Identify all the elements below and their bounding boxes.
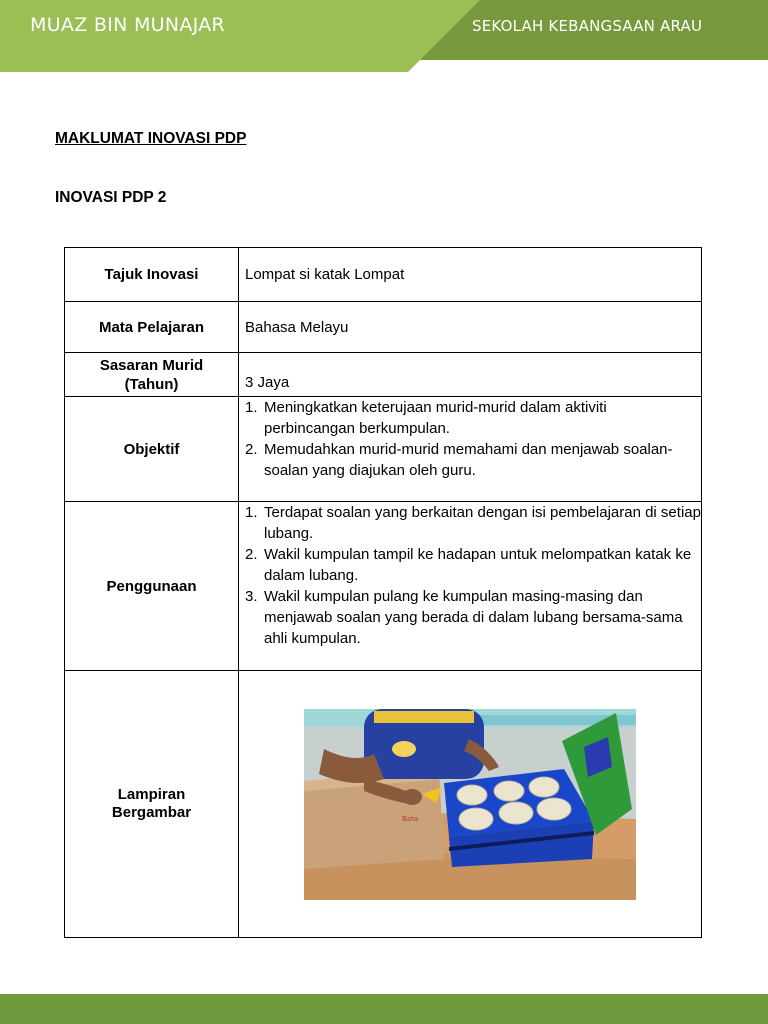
row-value-lampiran (239, 671, 702, 938)
table-row (65, 502, 702, 671)
table-row (65, 671, 702, 938)
svg-text:Bata: Bata (402, 814, 419, 823)
row-label-lampiran-line2: Bergambar (111, 804, 192, 821)
row-value-mata-pelajaran: Bahasa Melayu (239, 302, 702, 353)
table-row (65, 248, 702, 302)
row-value-penggunaan (239, 502, 702, 671)
penggunaan-list (245, 502, 701, 649)
innovation-info-table (64, 247, 702, 938)
document-subtitle: INOVASI PDP 2 (55, 189, 167, 206)
list-item: 1. Terdapat soalan yang berkaitan dengan isi pembelajaran di setiap lubang. (245, 504, 701, 542)
school-name: SEKOLAH KEBANGSAAN ARAU (472, 17, 703, 35)
list-item: 3. Wakil kumpulan pulang ke kumpulan masing-masing dan menjawab soalan yang berada di dalam lubang bersama-sama ahli kumpulan. (245, 588, 683, 647)
row-label-lampiran-line1: Lampiran (117, 786, 186, 803)
row-label-sasaran-line1: Sasaran Murid (99, 356, 204, 374)
row-value-tajuk: Lompat si katak Lompat (239, 248, 702, 302)
row-label-lampiran (65, 671, 239, 938)
list-item: 2. Wakil kumpulan tampil ke hadapan untuk melompatkan katak ke dalam lubang. (245, 546, 692, 584)
author-name: MUAZ BIN MUNAJAR (30, 14, 226, 36)
header-banner (0, 0, 768, 72)
list-item: 1. Meningkatkan keterujaan murid-murid dalam aktiviti perbincangan berkumpulan. (245, 399, 607, 437)
row-label-sasaran (65, 353, 239, 397)
objektif-list (245, 397, 701, 481)
row-label-sasaran-line2: (Tahun) (124, 375, 179, 393)
table-row (65, 353, 702, 397)
page-header (0, 0, 768, 72)
row-label-penggunaan: Penggunaan (65, 502, 239, 671)
document-title: MAKLUMAT INOVASI PDP (55, 130, 247, 147)
footer-bar (0, 994, 768, 1024)
row-value-sasaran: 3 Jaya (239, 353, 702, 397)
row-value-objektif (239, 397, 702, 502)
row-label-objektif: Objektif (65, 397, 239, 502)
list-item: 2. Memudahkan murid-murid memahami dan menjawab soalan-soalan yang diajukan oleh guru. (245, 441, 673, 479)
row-label-tajuk: Tajuk Inovasi (65, 248, 239, 302)
table-row (65, 397, 702, 502)
innovation-photo (304, 709, 636, 900)
row-label-mata-pelajaran: Mata Pelajaran (65, 302, 239, 353)
table-row (65, 302, 702, 353)
